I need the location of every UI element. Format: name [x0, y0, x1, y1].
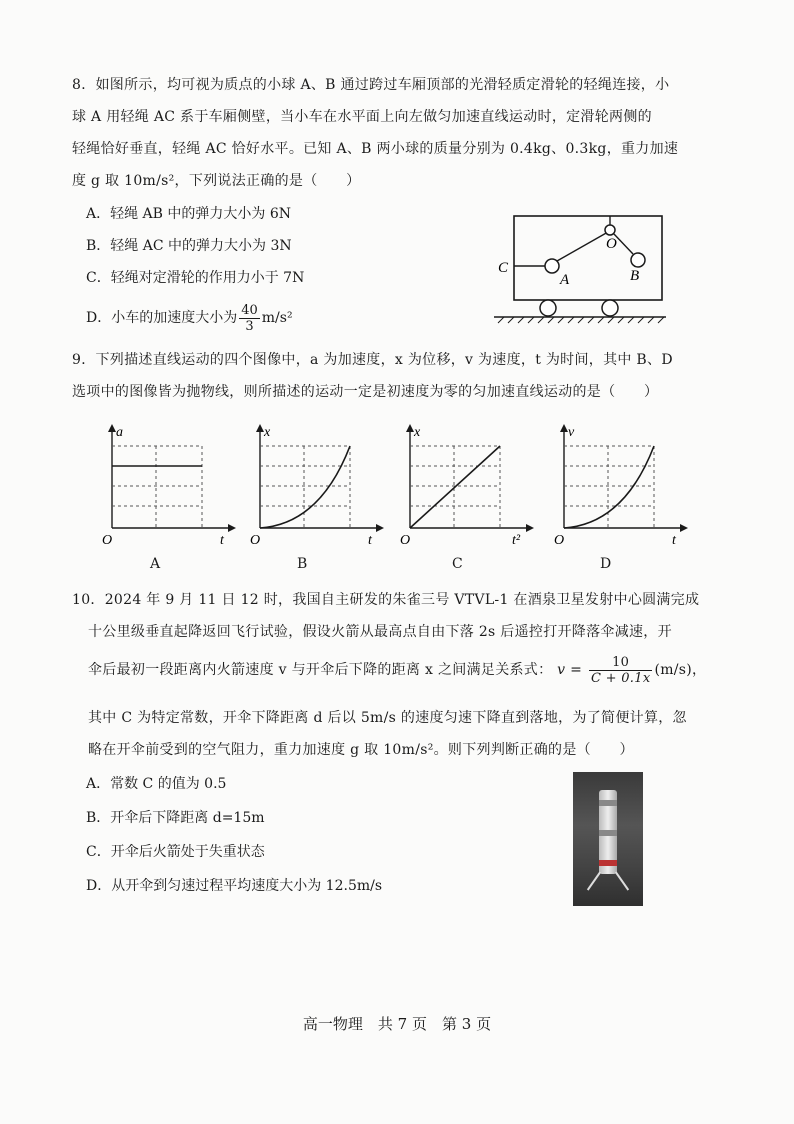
q9-graph-a-letter: A — [150, 556, 161, 572]
q10-option-d: D．从开伞到匀速过程平均速度大小为 12.5m/s — [86, 878, 383, 894]
graph-d-curve — [564, 446, 654, 528]
rocket-leg-right — [615, 871, 629, 890]
q8-option-b: B．轻绳 AC 中的弹力大小为 3N — [86, 238, 292, 254]
rope-ob — [614, 234, 633, 254]
label-b: B — [630, 268, 640, 284]
q9-line-1: 9．下列描述直线运动的四个图像中，a 为加速度，x 为位移，v 为速度，t 为时间，其中 B、D — [72, 352, 673, 368]
wheel-right — [602, 300, 618, 316]
q10-line-3 — [88, 652, 706, 688]
q9-graph-d-letter: D — [600, 556, 612, 572]
q8-line-1: 8．如图所示，均可视为质点的小球 A、B 通过跨过车厢顶部的光滑轻质定滑轮的轻绳连接，小 — [72, 77, 670, 93]
q8-option-d-prefix: D．小车的加速度大小为 — [86, 310, 238, 326]
q9-line-2: 选项中的图像皆为抛物线，则所描述的运动一定是初速度为零的匀加速直线运动的是（ ） — [72, 384, 659, 400]
graph-c-origin: O — [400, 533, 411, 548]
graph-d-xaxis: t — [672, 533, 676, 548]
q9-graph-c — [398, 420, 538, 550]
q10-line-5: 略在开伞前受到的空气阻力，重力加速度 g 取 10m/s²。则下列判断正确的是（ ） — [88, 742, 634, 758]
q10-option-a: A．常数 C 的值为 0.5 — [86, 776, 227, 792]
graph-c-line — [410, 446, 500, 528]
q9-graph-a — [100, 420, 240, 550]
rocket-body — [599, 790, 617, 874]
q9-graph-b — [248, 420, 388, 550]
q10-option-c: C．开伞后火箭处于失重状态 — [86, 844, 265, 860]
q10-line-2: 十公里级垂直起降返回飞行试验，假设火箭从最高点自由下落 2s 后遥控打开降落伞减速，开 — [88, 624, 672, 640]
ball-b — [631, 253, 645, 267]
rope-ao — [557, 232, 608, 261]
rocket-leg-left — [587, 871, 601, 890]
ball-a — [545, 259, 559, 273]
graph-c-yaxis: x — [414, 425, 421, 440]
q10-formula-num: 10 — [589, 655, 653, 671]
q8-option-d-num: 40 — [241, 302, 258, 318]
q8-option-d-den: 3 — [245, 318, 254, 334]
page-footer: 高一物理 共 7 页 第 3 页 — [302, 1015, 492, 1033]
ground-hatch — [498, 317, 664, 323]
q8-line-3: 轻绳恰好垂直，轻绳 AC 恰好水平。已知 A、B 两小球的质量分别为 0.4kg、0.3kg，重力加速 — [72, 141, 679, 157]
q8-option-d — [86, 300, 293, 336]
q10-line-1: 10．2024 年 9 月 11 日 12 时，我国自主研发的朱雀三号 VTVL-1 在酒泉卫星发射中心圆满完成 — [72, 592, 700, 608]
graph-b-curve — [260, 446, 350, 528]
q8-line-4: 度 g 取 10m/s²，下列说法正确的是（ ） — [72, 173, 361, 189]
q9-graph-c-letter: C — [452, 556, 463, 572]
graph-d-origin: O — [554, 533, 565, 548]
graph-d-yaxis: v — [568, 425, 575, 440]
pulley-o — [605, 225, 615, 235]
wheel-left — [540, 300, 556, 316]
q8-option-d-unit: m/s² — [261, 310, 293, 326]
q10-formula-v: v = — [557, 662, 583, 678]
rocket-photo — [573, 772, 643, 906]
graph-a-origin: O — [102, 533, 113, 548]
graph-a-yaxis: a — [116, 425, 123, 440]
label-o: O — [606, 236, 617, 252]
label-c: C — [498, 260, 509, 276]
q8-cart-figure — [490, 210, 670, 325]
q9-graph-b-letter: B — [297, 556, 308, 572]
graph-b-yaxis: x — [264, 425, 271, 440]
graph-b-xaxis: t — [368, 533, 372, 548]
q8-option-d-fraction — [239, 303, 260, 334]
q10-option-b: B．开伞后下降距离 d=15m — [86, 810, 265, 826]
q10-formula-fraction — [589, 655, 653, 686]
q9-graph-d — [552, 420, 692, 550]
graph-b-origin: O — [250, 533, 261, 548]
q8-line-2: 球 A 用轻绳 AC 系于车厢侧壁，当小车在水平面上向左做匀加速直线运动时，定滑轮两侧的 — [72, 109, 652, 125]
label-a: A — [560, 272, 570, 288]
q10-formula-unit: (m/s)， — [654, 662, 707, 678]
graph-a-xaxis: t — [220, 533, 224, 548]
graph-c-xaxis: t² — [512, 533, 521, 548]
q8-option-a: A．轻绳 AB 中的弹力大小为 6N — [86, 206, 292, 222]
q8-option-c: C．轻绳对定滑轮的作用力小于 7N — [86, 270, 305, 286]
q10-line-3-text: 伞后最初一段距离内火箭速度 v 与开伞后下降的距离 x 之间满足关系式： — [88, 662, 553, 678]
q10-line-4: 其中 C 为特定常数，开伞下降距离 d 后以 5m/s 的速度匀速下降直到落地，为了简便计算，忽 — [88, 710, 687, 726]
q10-formula-den: C + 0.1x — [590, 670, 651, 686]
